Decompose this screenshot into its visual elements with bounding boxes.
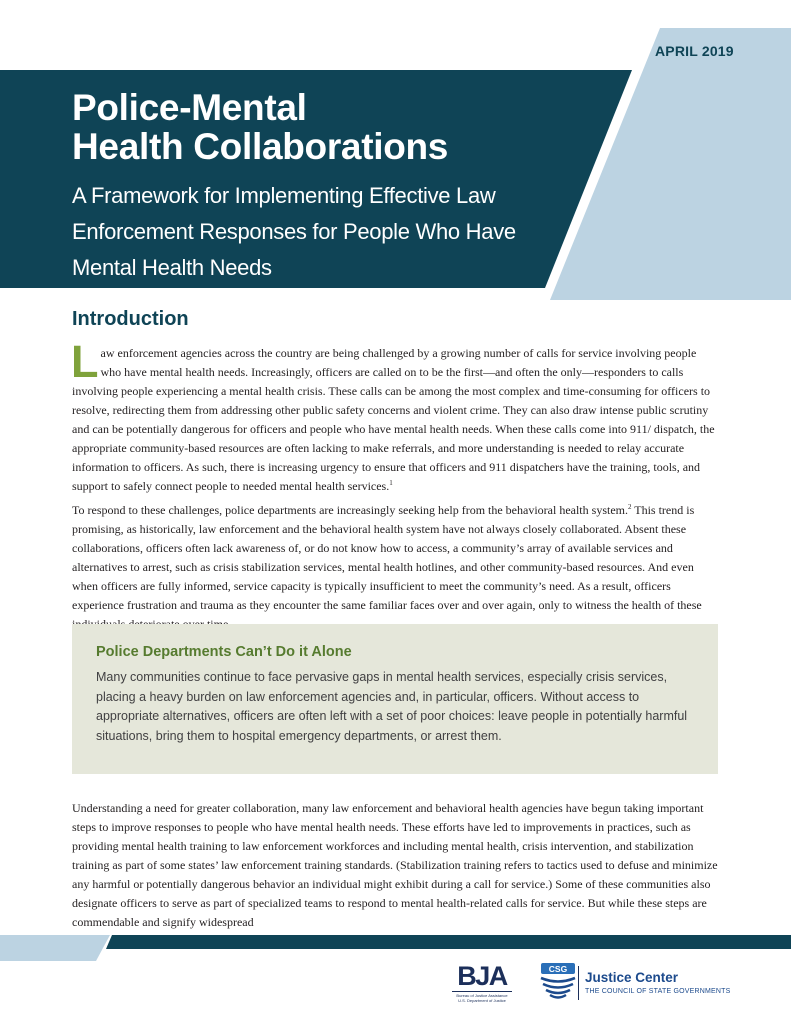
page-title (72, 88, 448, 166)
paragraph-text: aw enforcement agencies across the country are being challenged by a growing number of calls for service involving people who have mental health needs. Increasingly, officers are called on to be the first—and often the only—responders to calls involving people experiencing a mental health crisis. These calls can be among the most complex and time-consuming for officers to resolve, redirecting them from addressing other public safety concerns and violent crime. They can also draw intense public scrutiny and can be potentially dangerous for officers and people who have mental health needs. When these calls come into 911/ dispatch, the appropriate community-based resources are often lacking to make referrals, and more understanding is needed to relay accurate information to officers. As such, there is increasing urgency to ensure that officers and 911 dispatchers have the training, tools, and support to safely connect people to needed mental health services. (72, 346, 715, 493)
intro-paragraph-2 (72, 501, 718, 634)
footer-band (0, 925, 791, 961)
publication-date: APRIL 2019 (655, 43, 734, 59)
section-heading-introduction: Introduction (72, 308, 189, 330)
footer-light-shape (0, 935, 110, 961)
logo-divider (578, 966, 579, 1000)
paragraph-text: To respond to these challenges, police departments are increasingly seeking help from the behavioral health system. (72, 503, 628, 517)
bja-caption-line: Bureau of Justice Assistance (456, 993, 508, 998)
subtitle-line: Enforcement Responses for People Who Have (72, 219, 516, 244)
footnote-marker: 2 (627, 503, 632, 511)
callout-title: Police Departments Can’t Do it Alone (96, 644, 352, 660)
footer-dark-shape (106, 935, 791, 949)
csg-seal-icon (539, 963, 577, 1001)
paragraph-text: This trend is promising, as historically, law enforcement and the behavioral health system have not always closely collaborated. Absent these collaborations, officers often lack awareness of, or do not know how to access, a community’s array of available services and alternatives to arrest, such as crisis stabilization services, mental health hotlines, and other community-based resources. And even when officers are fully informed, service capacity is typically insufficient to meet the community’s need. As a result, officers experience frustration and trauma as they encounter the same familiar faces over and over again, only to witness the health of these (72, 503, 702, 612)
subtitle-line: A Framework for Implementing Effective Law (72, 183, 496, 208)
bja-rule (452, 991, 512, 992)
justice-center-subtitle: THE COUNCIL OF STATE GOVERNMENTS (585, 988, 731, 995)
drop-cap: L (71, 336, 99, 387)
footnote-marker: 1 (389, 479, 393, 487)
bja-caption-line: U.S. Department of Justice (458, 998, 506, 1003)
title-line: Police-Mental (72, 87, 307, 128)
callout-text: Many communities continue to face pervasive gaps in mental health services, especially crisis services, placing a heavy burden on law enforcement agencies and, in particular, officers. Without access to appropriate alternatives, officers are often left with a set of poor choices: leave people in potentially harmful situations, bring them to hospital emergency departments, or arrest them. (96, 670, 688, 743)
callout-box (72, 624, 718, 774)
subtitle-line: Mental Health Needs (72, 255, 272, 280)
bja-logo (450, 962, 514, 1006)
justice-center-name: Justice Center (585, 970, 679, 985)
body-paragraph-3: Understanding a need for greater collaboration, many law enforcement and behavioral health agencies have begun taking important steps to improve responses to people who have mental health needs. These efforts have led to improvements in practices, such as providing mental health training to law enforcement workforces and including mental health, crisis intervention, and stabilization training as part of some states’ law enforcement training standards. (Stabilization training refers to tactics used to defuse and minimize any harmful or potentially dangerous behavior an individual might exhibit during a call for service.) Some of these communities also designate officers to serve as part of specialized teams to respond to mental health-related calls for service. But while these steps are commendable and signify widespread (72, 801, 718, 929)
csg-abbr: CSG (548, 964, 568, 974)
intro-paragraph-1 (71, 336, 718, 496)
page-subtitle (72, 178, 516, 286)
title-line: Health Collaborations (72, 126, 449, 167)
bja-wordmark: BJA (457, 961, 507, 991)
